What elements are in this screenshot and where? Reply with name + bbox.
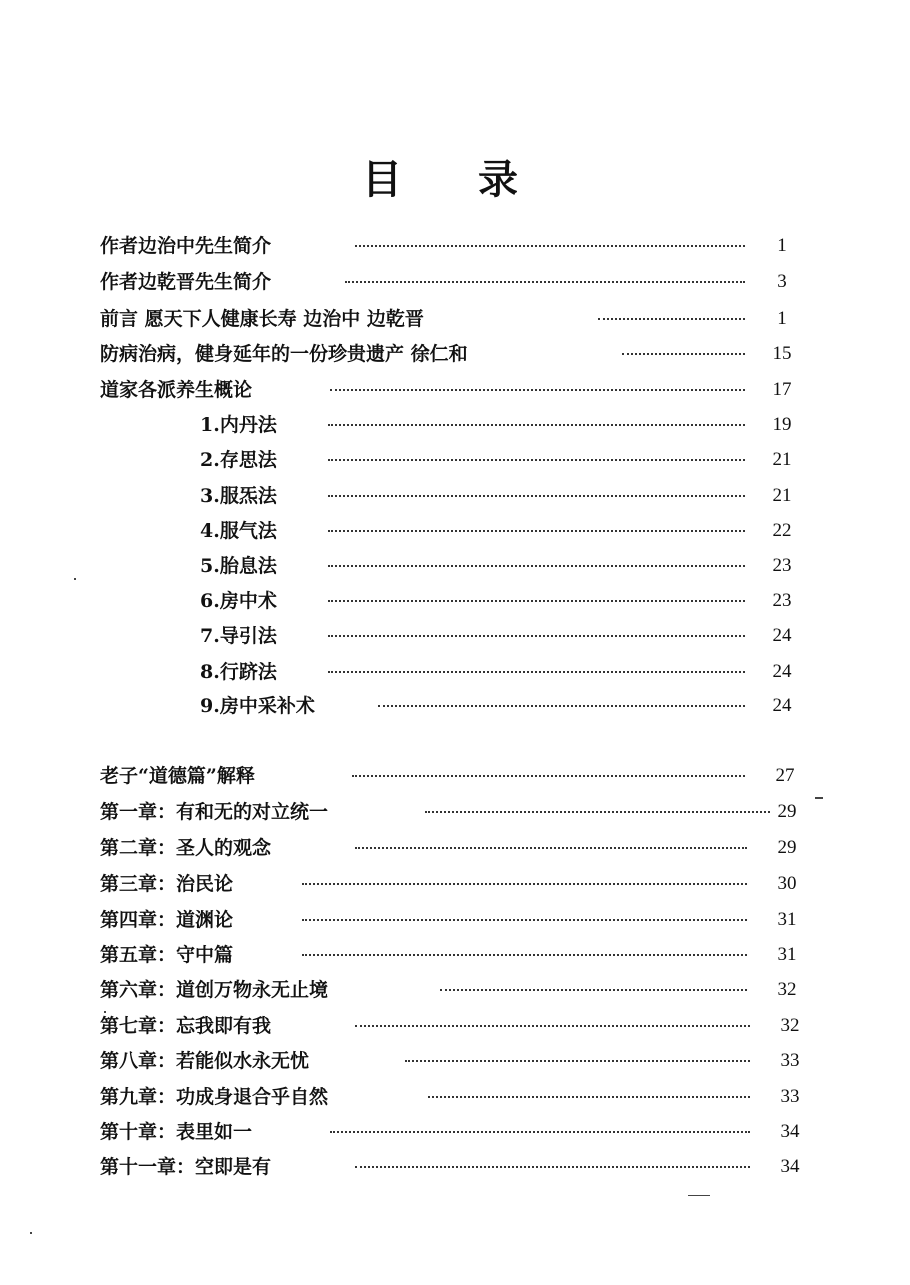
leader-dots: [330, 1131, 750, 1133]
toc-entry: [0, 1153, 910, 1181]
entry-title: 第十章：表里如一: [100, 1121, 253, 1143]
entry-page: 29: [777, 801, 797, 822]
scan-speck: [688, 1195, 710, 1196]
leader-dots: [330, 389, 745, 391]
entry-title: 作者边乾晋先生简介: [100, 271, 272, 293]
toc-entry: [0, 340, 910, 368]
leader-dots: [355, 1025, 750, 1027]
toc-entry: [0, 446, 910, 474]
toc-entry: [0, 692, 910, 720]
entry-title: 5.胎息法: [200, 555, 277, 577]
entry-page: 34: [780, 1156, 800, 1177]
entry-page: 31: [777, 944, 797, 965]
entry-page: 22: [772, 520, 792, 541]
entry-title: 前言 愿天下人健康长寿 边治中 边乾晋: [100, 308, 424, 330]
leader-dots: [378, 705, 745, 707]
leader-dots: [440, 989, 747, 991]
entry-title: 第八章：若能似水永无忧: [100, 1050, 310, 1072]
leader-dots: [598, 318, 745, 320]
entry-page: 23: [772, 555, 792, 576]
entry-page: 21: [772, 485, 792, 506]
entry-title: 6.房中术: [200, 590, 277, 612]
leader-dots: [328, 635, 745, 637]
toc-entry: [0, 305, 910, 333]
leader-dots: [355, 1166, 750, 1168]
title-char-1: 目: [362, 157, 402, 203]
toc-entry: [0, 552, 910, 580]
entry-title: 第二章：圣人的观念: [100, 837, 272, 859]
toc-entry: [0, 870, 910, 898]
title-char-2: 录: [478, 157, 518, 203]
toc-entry: [0, 658, 910, 686]
toc-entry: [0, 517, 910, 545]
leader-dots: [405, 1060, 750, 1062]
entry-title: 第五章：守中篇: [100, 944, 234, 966]
toc-entry: [0, 411, 910, 439]
toc-entry: [0, 762, 910, 790]
entry-title: 第十一章：空即是有: [100, 1156, 272, 1178]
entry-title: 3.服炁法: [200, 485, 277, 507]
toc-entry: [0, 1012, 910, 1040]
leader-dots: [328, 530, 745, 532]
leader-dots: [622, 353, 745, 355]
entry-page: 19: [772, 414, 792, 435]
leader-dots: [328, 600, 745, 602]
toc-entry: [0, 1047, 910, 1075]
entry-page: 33: [780, 1050, 800, 1071]
entry-title: 第四章：道渊论: [100, 909, 234, 931]
entry-page: 31: [777, 909, 797, 930]
entry-page: 32: [780, 1015, 800, 1036]
leader-dots: [328, 424, 745, 426]
entry-title: 1.内丹法: [200, 414, 277, 436]
toc-entry: [0, 834, 910, 862]
entry-page: 33: [780, 1086, 800, 1107]
toc-entry: [0, 906, 910, 934]
entry-title: 道家各派养生概论: [100, 379, 253, 401]
toc-entry: [0, 798, 910, 826]
entry-page: 24: [772, 625, 792, 646]
leader-dots: [328, 565, 745, 567]
entry-page: 1: [777, 235, 787, 256]
entry-title: 7.导引法: [200, 625, 277, 647]
toc-entry: [0, 482, 910, 510]
entry-page: 24: [772, 661, 792, 682]
leader-dots: [345, 281, 745, 283]
entry-page: 21: [772, 449, 792, 470]
toc-entry: [0, 941, 910, 969]
toc-entry: [0, 268, 910, 296]
leader-dots: [328, 495, 745, 497]
entry-title: 第六章：道创万物永无止境: [100, 979, 329, 1001]
toc-entry: [0, 232, 910, 260]
entry-title: 防病治病，健身延年的一份珍贵遗产 徐仁和: [100, 343, 468, 365]
entry-page: 32: [777, 979, 797, 1000]
entry-title: 老子“道德篇”解释: [100, 765, 255, 787]
entry-title: 作者边治中先生简介: [100, 235, 272, 257]
entry-title: 第九章：功成身退合乎自然: [100, 1086, 329, 1108]
leader-dots: [352, 775, 745, 777]
toc-entry: [0, 622, 910, 650]
leader-dots: [302, 919, 747, 921]
entry-title: 4.服气法: [200, 520, 277, 542]
entry-title: 第七章：忘我即有我: [100, 1015, 272, 1037]
leader-dots: [302, 954, 747, 956]
toc-entry: [0, 1118, 910, 1146]
entry-title: 第一章：有和无的对立统一: [100, 801, 329, 823]
leader-dots: [328, 459, 745, 461]
leader-dots: [428, 1096, 750, 1098]
scan-speck: [74, 578, 76, 580]
entry-title: 第三章：治民论: [100, 873, 234, 895]
leader-dots: [425, 811, 770, 813]
entry-page: 34: [780, 1121, 800, 1142]
entry-title: 2.存思法: [200, 449, 277, 471]
entry-page: 23: [772, 590, 792, 611]
toc-entry: [0, 1083, 910, 1111]
entry-title: 8.行跻法: [200, 661, 277, 683]
entry-page: 3: [777, 271, 787, 292]
entry-title: 9.房中采补术: [200, 695, 315, 717]
entry-page: 24: [772, 695, 792, 716]
leader-dots: [355, 847, 747, 849]
leader-dots: [328, 671, 745, 673]
toc-entry: [0, 976, 910, 1004]
entry-page: 30: [777, 873, 797, 894]
entry-page: 17: [772, 379, 792, 400]
entry-page: 29: [777, 837, 797, 858]
scan-speck: [815, 797, 823, 799]
scan-speck: [104, 1011, 106, 1013]
entry-page: 15: [772, 343, 792, 364]
leader-dots: [355, 245, 745, 247]
leader-dots: [302, 883, 747, 885]
entry-page: 1: [777, 308, 787, 329]
scan-speck: [30, 1232, 32, 1234]
entry-page: 27: [775, 765, 795, 786]
toc-entry: [0, 587, 910, 615]
toc-entry: [0, 376, 910, 404]
